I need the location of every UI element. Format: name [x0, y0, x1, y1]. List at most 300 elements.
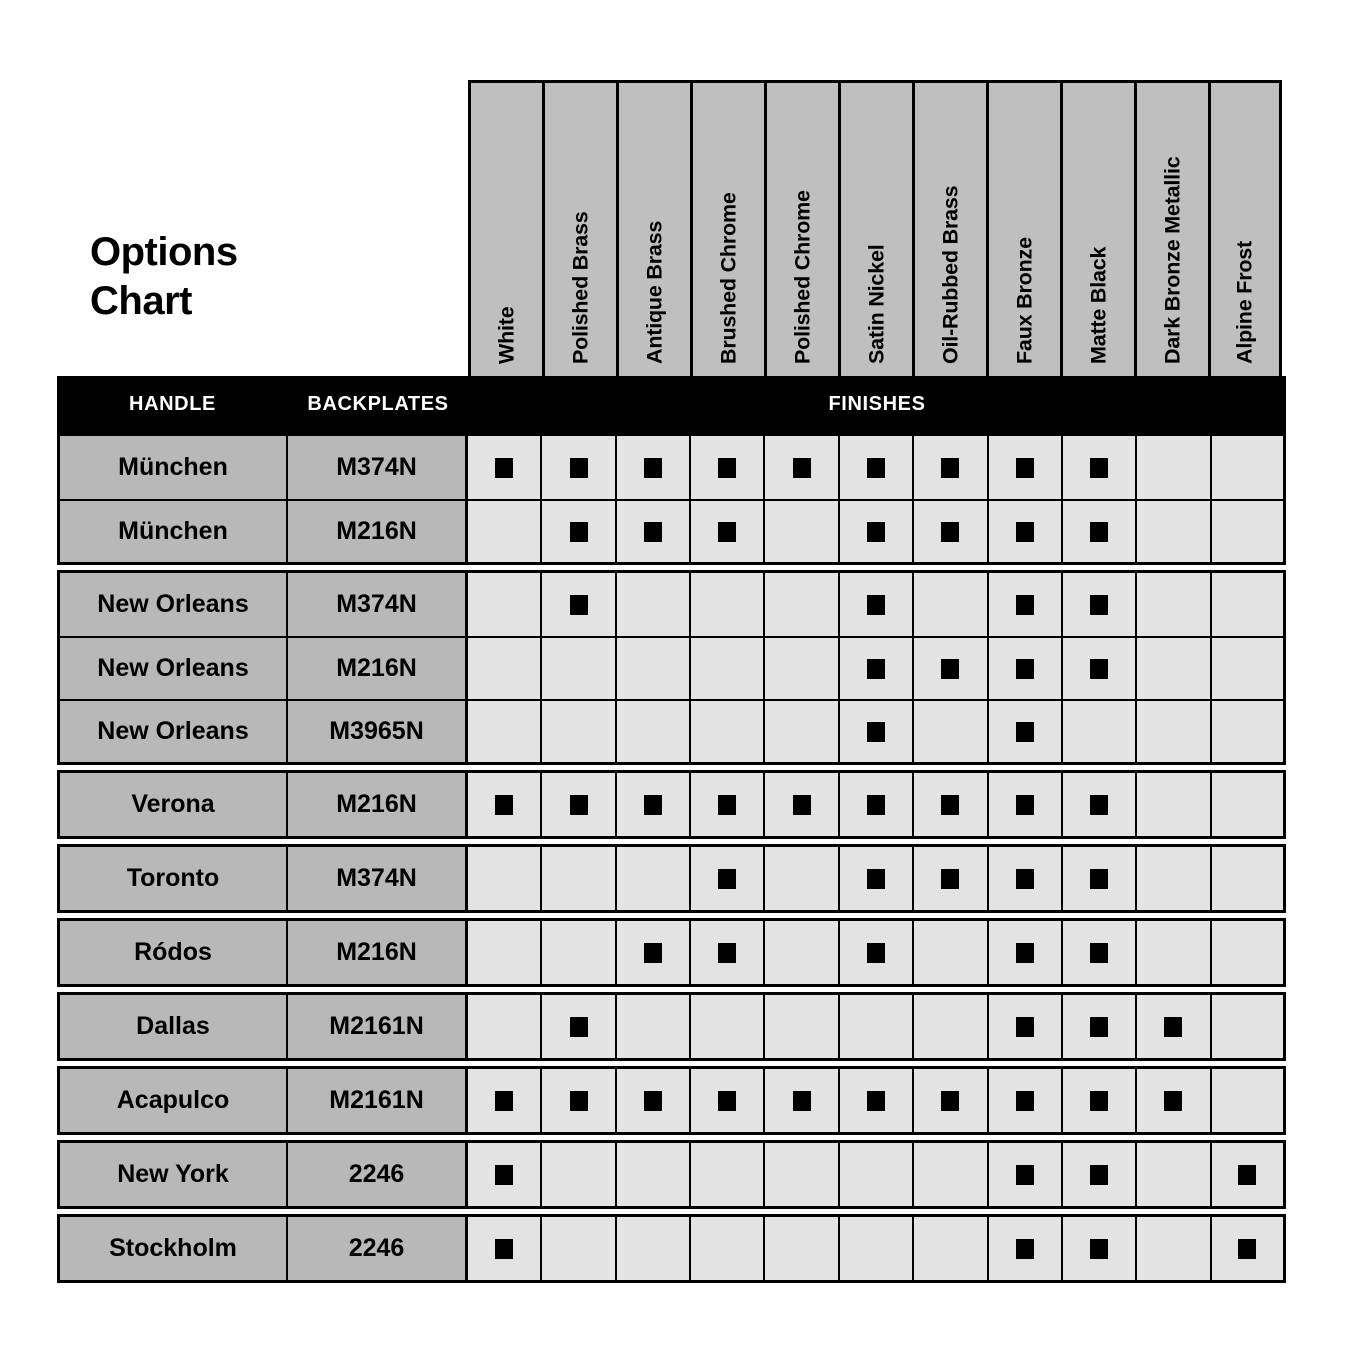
availability-marker-absent	[495, 522, 513, 542]
finish-cell-marked[interactable]	[542, 995, 616, 1058]
finish-cell-marked[interactable]	[840, 921, 914, 984]
availability-marker-absent	[718, 722, 736, 742]
finish-cell-empty[interactable]	[765, 921, 839, 984]
availability-marker-icon	[718, 795, 736, 815]
finish-column-headers	[468, 80, 1282, 378]
finish-header-label: Antique Brass	[642, 220, 666, 364]
handle-name-cell: New Orleans	[57, 573, 288, 636]
finish-cell-empty[interactable]	[765, 701, 839, 762]
finish-cell-marked[interactable]	[765, 436, 839, 499]
availability-marker-icon	[1016, 722, 1034, 742]
availability-marker-absent	[1238, 458, 1256, 478]
finish-cell-marked[interactable]	[840, 501, 914, 562]
finish-cell-marked[interactable]	[468, 1069, 542, 1132]
table-row[interactable]	[57, 773, 1286, 836]
finish-cell-marked[interactable]	[542, 773, 616, 836]
finish-cell-marked[interactable]	[1063, 638, 1137, 699]
availability-marker-icon	[1016, 795, 1034, 815]
finish-cell-marked[interactable]	[1063, 1069, 1137, 1132]
availability-marker-absent	[941, 1165, 959, 1185]
table-row[interactable]	[57, 921, 1286, 984]
finish-cell-empty[interactable]	[691, 1143, 765, 1206]
finish-cell-marked[interactable]	[840, 773, 914, 836]
column-header-backplates: BACKPLATES	[307, 393, 449, 415]
availability-marker-absent	[570, 1165, 588, 1185]
finish-cell-empty[interactable]	[468, 701, 542, 762]
availability-marker-icon	[495, 1091, 513, 1111]
table-row[interactable]	[57, 1069, 1286, 1132]
finish-cell-marked[interactable]	[989, 1069, 1063, 1132]
availability-marker-icon	[570, 458, 588, 478]
backplate-code-cell: M2161N	[288, 1069, 468, 1132]
availability-marker-icon	[1238, 1239, 1256, 1259]
finish-cell-marked[interactable]	[989, 436, 1063, 499]
table-row-group	[57, 770, 1286, 839]
finish-header-label: Polished Brass	[568, 211, 592, 364]
availability-marker-absent	[644, 869, 662, 889]
availability-marker-absent	[1164, 659, 1182, 679]
availability-marker-icon	[793, 458, 811, 478]
finish-cell-marked[interactable]	[989, 501, 1063, 562]
availability-marker-absent	[793, 595, 811, 615]
backplate-code-cell: M3965N	[288, 701, 468, 762]
availability-marker-icon	[1016, 1165, 1034, 1185]
table-row[interactable]	[57, 499, 1286, 562]
availability-marker-icon	[793, 1091, 811, 1111]
finish-cell-empty[interactable]	[468, 995, 542, 1058]
finish-cell-marked[interactable]	[468, 1217, 542, 1280]
finish-cell-marked[interactable]	[542, 436, 616, 499]
finish-cell-marked[interactable]	[691, 847, 765, 910]
availability-marker-absent	[793, 1165, 811, 1185]
finish-cell-marked[interactable]	[542, 573, 616, 636]
handle-name-cell: Ródos	[57, 921, 288, 984]
finish-cell-marked[interactable]	[989, 638, 1063, 699]
finish-cell-marked[interactable]	[840, 1069, 914, 1132]
availability-marker-absent	[941, 1017, 959, 1037]
finish-cell-marked[interactable]	[914, 436, 988, 499]
availability-marker-absent	[793, 869, 811, 889]
availability-marker-icon	[718, 522, 736, 542]
finish-cell-empty[interactable]	[765, 995, 839, 1058]
finish-cell-empty[interactable]	[468, 501, 542, 562]
finish-cell-empty[interactable]	[542, 1217, 616, 1280]
availability-marker-icon	[941, 1091, 959, 1111]
backplate-code-cell: M216N	[288, 921, 468, 984]
finish-cell-empty[interactable]	[617, 1143, 691, 1206]
finish-cell-marked[interactable]	[1063, 921, 1137, 984]
availability-marker-absent	[1238, 869, 1256, 889]
finish-cell-empty[interactable]	[691, 1217, 765, 1280]
finish-cell-marked[interactable]	[914, 847, 988, 910]
finish-cell-marked[interactable]	[617, 1069, 691, 1132]
availability-marker-icon	[1090, 458, 1108, 478]
backplate-code-cell: M2161N	[288, 995, 468, 1058]
handle-name-cell: Stockholm	[57, 1217, 288, 1280]
availability-marker-icon	[570, 795, 588, 815]
availability-marker-absent	[1238, 1091, 1256, 1111]
finish-cell-empty[interactable]	[1137, 573, 1211, 636]
finish-cell-marked[interactable]	[989, 847, 1063, 910]
finish-cell-marked[interactable]	[468, 1143, 542, 1206]
finish-cell-empty[interactable]	[542, 847, 616, 910]
availability-marker-icon	[1090, 869, 1108, 889]
availability-marker-icon	[941, 458, 959, 478]
finish-cell-marked[interactable]	[1212, 1217, 1286, 1280]
table-row-group	[57, 992, 1286, 1061]
finish-cell-empty[interactable]	[542, 701, 616, 762]
availability-marker-absent	[644, 1165, 662, 1185]
column-header-handle: HANDLE	[129, 393, 216, 415]
availability-marker-icon	[495, 1239, 513, 1259]
finish-cell-empty[interactable]	[1137, 773, 1211, 836]
column-header-finishes: FINISHES	[828, 393, 926, 415]
finish-cell-marked[interactable]	[840, 701, 914, 762]
table-row-group	[57, 844, 1286, 913]
availability-marker-icon	[867, 722, 885, 742]
finish-cell-marked[interactable]	[989, 1217, 1063, 1280]
availability-marker-absent	[495, 722, 513, 742]
availability-marker-icon	[1090, 659, 1108, 679]
availability-marker-icon	[867, 595, 885, 615]
finish-cell-empty[interactable]	[1212, 995, 1286, 1058]
finish-header-cell	[542, 83, 616, 378]
finish-cell-marked[interactable]	[840, 573, 914, 636]
finish-cell-empty[interactable]	[468, 638, 542, 699]
availability-marker-icon	[1016, 1091, 1034, 1111]
finish-cell-empty[interactable]	[1137, 847, 1211, 910]
finish-header-label: Faux Bronze	[1012, 237, 1036, 364]
availability-marker-absent	[1164, 943, 1182, 963]
availability-marker-icon	[1016, 943, 1034, 963]
availability-marker-absent	[793, 943, 811, 963]
handle-name-cell: München	[57, 501, 288, 562]
availability-marker-icon	[941, 795, 959, 815]
finish-cell-marked[interactable]	[1137, 995, 1211, 1058]
finish-cell-marked[interactable]	[468, 436, 542, 499]
finish-cell-marked[interactable]	[765, 1069, 839, 1132]
availability-marker-absent	[644, 722, 662, 742]
finish-cell-marked[interactable]	[691, 436, 765, 499]
availability-marker-icon	[570, 595, 588, 615]
finish-cell-marked[interactable]	[1063, 1143, 1137, 1206]
finish-cell-marked[interactable]	[617, 436, 691, 499]
finish-cell-empty[interactable]	[765, 501, 839, 562]
finish-cell-empty[interactable]	[691, 701, 765, 762]
finish-cell-empty[interactable]	[468, 573, 542, 636]
table-row[interactable]	[57, 1217, 1286, 1280]
finish-cell-empty[interactable]	[542, 921, 616, 984]
availability-marker-icon	[1090, 1091, 1108, 1111]
finish-cell-empty[interactable]	[914, 701, 988, 762]
availability-marker-icon	[1090, 522, 1108, 542]
finish-cell-marked[interactable]	[989, 995, 1063, 1058]
availability-marker-absent	[718, 659, 736, 679]
finish-cell-marked[interactable]	[617, 501, 691, 562]
finish-cell-marked[interactable]	[691, 501, 765, 562]
availability-marker-absent	[1238, 659, 1256, 679]
availability-marker-absent	[1238, 722, 1256, 742]
availability-marker-icon	[495, 458, 513, 478]
availability-marker-icon	[793, 795, 811, 815]
finish-cell-empty[interactable]	[840, 995, 914, 1058]
availability-marker-absent	[867, 1017, 885, 1037]
finish-cell-marked[interactable]	[691, 773, 765, 836]
finish-header-cell	[912, 83, 986, 378]
table-row-group	[57, 570, 1286, 765]
finish-cell-empty[interactable]	[1063, 701, 1137, 762]
availability-marker-icon	[1016, 1017, 1034, 1037]
availability-marker-icon	[1016, 595, 1034, 615]
availability-marker-icon	[1164, 1017, 1182, 1037]
finish-cell-empty[interactable]	[691, 573, 765, 636]
availability-marker-absent	[570, 1239, 588, 1259]
finish-cell-marked[interactable]	[914, 501, 988, 562]
finish-cell-empty[interactable]	[914, 995, 988, 1058]
finish-cell-empty[interactable]	[914, 573, 988, 636]
finish-cell-marked[interactable]	[914, 1069, 988, 1132]
availability-marker-absent	[793, 1239, 811, 1259]
availability-marker-icon	[1016, 1239, 1034, 1259]
finish-cell-empty[interactable]	[840, 1217, 914, 1280]
finish-cell-marked[interactable]	[765, 773, 839, 836]
table-row-group	[57, 918, 1286, 987]
finish-cell-empty[interactable]	[542, 638, 616, 699]
handle-name-cell: New Orleans	[57, 701, 288, 762]
finish-cell-marked[interactable]	[840, 847, 914, 910]
finish-cell-marked[interactable]	[1063, 573, 1137, 636]
finish-cell-marked[interactable]	[617, 773, 691, 836]
availability-marker-absent	[1164, 795, 1182, 815]
finish-cell-empty[interactable]	[691, 638, 765, 699]
finish-cell-empty[interactable]	[914, 921, 988, 984]
finish-header-label: Polished Chrome	[790, 190, 814, 364]
finish-cell-empty[interactable]	[1212, 921, 1286, 984]
availability-marker-icon	[718, 943, 736, 963]
availability-marker-icon	[644, 1091, 662, 1111]
finish-cell-marked[interactable]	[1063, 995, 1137, 1058]
backplate-code-cell: M216N	[288, 638, 468, 699]
finish-cell-marked[interactable]	[840, 638, 914, 699]
availability-marker-absent	[718, 1165, 736, 1185]
finish-cell-marked[interactable]	[1212, 1143, 1286, 1206]
finish-cell-empty[interactable]	[617, 995, 691, 1058]
availability-marker-absent	[644, 1239, 662, 1259]
availability-marker-icon	[1164, 1091, 1182, 1111]
finish-cell-empty[interactable]	[1137, 501, 1211, 562]
finish-cell-marked[interactable]	[914, 638, 988, 699]
availability-marker-absent	[793, 722, 811, 742]
table-row-group	[57, 433, 1286, 565]
finish-cell-empty[interactable]	[1212, 1069, 1286, 1132]
finish-cell-marked[interactable]	[542, 1069, 616, 1132]
table-row-group	[57, 1066, 1286, 1135]
availability-marker-icon	[1016, 458, 1034, 478]
handle-name-cell: Dallas	[57, 995, 288, 1058]
availability-marker-absent	[644, 659, 662, 679]
availability-marker-absent	[718, 1017, 736, 1037]
availability-marker-absent	[718, 1239, 736, 1259]
availability-marker-absent	[570, 722, 588, 742]
finish-cell-empty[interactable]	[1212, 638, 1286, 699]
finish-cell-empty[interactable]	[765, 1143, 839, 1206]
availability-marker-absent	[1164, 722, 1182, 742]
availability-marker-absent	[644, 595, 662, 615]
finish-header-cell	[986, 83, 1060, 378]
finish-cell-empty[interactable]	[1137, 638, 1211, 699]
availability-marker-icon	[570, 1091, 588, 1111]
finish-header-cell	[1060, 83, 1134, 378]
finish-cell-empty[interactable]	[765, 1217, 839, 1280]
finish-header-cell	[690, 83, 764, 378]
finish-cell-marked[interactable]	[989, 701, 1063, 762]
availability-marker-icon	[644, 458, 662, 478]
finish-cell-empty[interactable]	[1212, 847, 1286, 910]
finish-cell-empty[interactable]	[1137, 436, 1211, 499]
availability-marker-icon	[644, 522, 662, 542]
availability-marker-absent	[1238, 522, 1256, 542]
availability-marker-icon	[867, 869, 885, 889]
availability-marker-icon	[941, 659, 959, 679]
availability-marker-absent	[718, 595, 736, 615]
finish-cell-empty[interactable]	[468, 921, 542, 984]
finish-cell-empty[interactable]	[1212, 573, 1286, 636]
page-title	[90, 228, 470, 326]
finish-cell-empty[interactable]	[617, 847, 691, 910]
finish-cell-empty[interactable]	[1137, 1217, 1211, 1280]
finish-header-cell	[1208, 83, 1282, 378]
availability-marker-absent	[495, 1017, 513, 1037]
finish-cell-marked[interactable]	[840, 436, 914, 499]
finish-cell-empty[interactable]	[617, 638, 691, 699]
table-row[interactable]	[57, 636, 1286, 699]
finish-cell-empty[interactable]	[765, 847, 839, 910]
availability-marker-absent	[941, 943, 959, 963]
finish-cell-marked[interactable]	[1063, 1217, 1137, 1280]
availability-marker-icon	[867, 458, 885, 478]
availability-marker-icon	[718, 458, 736, 478]
handle-name-cell: Verona	[57, 773, 288, 836]
finish-cell-marked[interactable]	[1063, 773, 1137, 836]
handle-name-cell: Acapulco	[57, 1069, 288, 1132]
finish-cell-empty[interactable]	[542, 1143, 616, 1206]
finish-cell-marked[interactable]	[989, 1143, 1063, 1206]
finish-cell-empty[interactable]	[691, 995, 765, 1058]
table-row[interactable]	[57, 995, 1286, 1058]
finish-header-label: Oil-Rubbed Brass	[938, 185, 962, 364]
table-row[interactable]	[57, 699, 1286, 762]
finish-cell-empty[interactable]	[1212, 501, 1286, 562]
availability-marker-absent	[1164, 1239, 1182, 1259]
availability-marker-absent	[495, 943, 513, 963]
finish-cell-marked[interactable]	[1063, 847, 1137, 910]
finish-cell-marked[interactable]	[1063, 436, 1137, 499]
availability-marker-absent	[1164, 1165, 1182, 1185]
finish-cell-marked[interactable]	[542, 501, 616, 562]
finish-cell-empty[interactable]	[1137, 921, 1211, 984]
availability-marker-icon	[1090, 1165, 1108, 1185]
finish-cell-empty[interactable]	[1212, 773, 1286, 836]
availability-marker-absent	[495, 659, 513, 679]
finish-cell-empty[interactable]	[617, 573, 691, 636]
finish-cell-empty[interactable]	[1137, 1143, 1211, 1206]
table-row[interactable]	[57, 436, 1286, 499]
finish-header-label: Matte Black	[1086, 246, 1110, 364]
finish-cell-marked[interactable]	[617, 921, 691, 984]
finish-header-cell	[468, 83, 542, 378]
availability-marker-icon	[718, 869, 736, 889]
availability-marker-absent	[1164, 869, 1182, 889]
availability-marker-absent	[793, 1017, 811, 1037]
table-row[interactable]	[57, 1143, 1286, 1206]
availability-marker-absent	[1238, 595, 1256, 615]
finish-cell-marked[interactable]	[989, 921, 1063, 984]
availability-marker-icon	[1090, 795, 1108, 815]
finish-cell-empty[interactable]	[617, 1217, 691, 1280]
table-header-band	[57, 376, 1286, 433]
finish-cell-empty[interactable]	[765, 638, 839, 699]
page-title-line-1: Options	[90, 230, 238, 274]
finish-cell-empty[interactable]	[1137, 701, 1211, 762]
handle-name-cell: New York	[57, 1143, 288, 1206]
availability-marker-absent	[1164, 458, 1182, 478]
handle-name-cell: New Orleans	[57, 638, 288, 699]
finish-cell-empty[interactable]	[468, 847, 542, 910]
availability-marker-absent	[495, 595, 513, 615]
availability-marker-icon	[644, 795, 662, 815]
finish-cell-marked[interactable]	[691, 1069, 765, 1132]
handle-name-cell: Toronto	[57, 847, 288, 910]
availability-marker-absent	[793, 659, 811, 679]
finish-header-label: Satin Nickel	[864, 244, 888, 364]
availability-marker-icon	[867, 522, 885, 542]
finish-cell-marked[interactable]	[989, 573, 1063, 636]
table-row[interactable]	[57, 847, 1286, 910]
table-row[interactable]	[57, 573, 1286, 636]
backplate-code-cell: M374N	[288, 436, 468, 499]
availability-marker-icon	[495, 1165, 513, 1185]
finish-cell-empty[interactable]	[1212, 436, 1286, 499]
finish-cell-marked[interactable]	[468, 773, 542, 836]
finish-cell-marked[interactable]	[1063, 501, 1137, 562]
finish-header-label: Dark Bronze Metallic	[1160, 156, 1184, 364]
options-table-body	[57, 433, 1286, 1283]
availability-marker-absent	[867, 1165, 885, 1185]
finish-cell-empty[interactable]	[1212, 701, 1286, 762]
finish-cell-empty[interactable]	[840, 1143, 914, 1206]
availability-marker-icon	[941, 869, 959, 889]
availability-marker-icon	[570, 1017, 588, 1037]
finish-cell-marked[interactable]	[989, 773, 1063, 836]
availability-marker-icon	[867, 1091, 885, 1111]
finish-header-cell	[764, 83, 838, 378]
finish-cell-empty[interactable]	[914, 1217, 988, 1280]
availability-marker-absent	[1164, 595, 1182, 615]
availability-marker-icon	[644, 943, 662, 963]
availability-marker-icon	[867, 795, 885, 815]
availability-marker-icon	[718, 1091, 736, 1111]
finish-cell-marked[interactable]	[691, 921, 765, 984]
finish-cell-marked[interactable]	[914, 773, 988, 836]
finish-cell-empty[interactable]	[617, 701, 691, 762]
finish-cell-empty[interactable]	[914, 1143, 988, 1206]
finish-cell-empty[interactable]	[765, 573, 839, 636]
availability-marker-absent	[1090, 722, 1108, 742]
handle-name-cell: München	[57, 436, 288, 499]
finish-cell-marked[interactable]	[1137, 1069, 1211, 1132]
availability-marker-icon	[867, 659, 885, 679]
availability-marker-absent	[867, 1239, 885, 1259]
